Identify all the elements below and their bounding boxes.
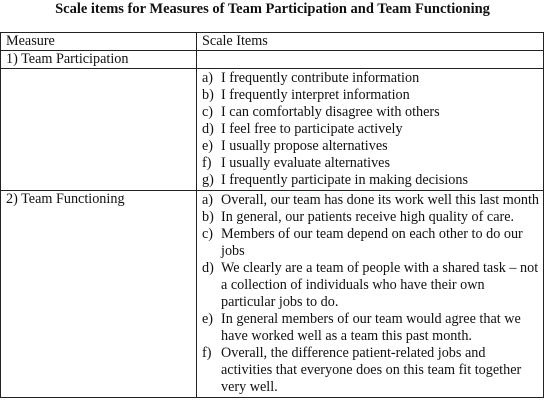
item-letter: a)	[202, 70, 214, 86]
item-letter: d)	[202, 121, 214, 137]
list-item	[202, 155, 539, 172]
list-item	[202, 70, 539, 87]
participation-measure-blank	[1, 69, 197, 191]
item-letter: a)	[202, 192, 214, 208]
functioning-row	[1, 191, 544, 398]
list-item	[202, 104, 539, 121]
list-item	[202, 138, 539, 155]
item-text: I usually evaluate alternatives	[221, 155, 390, 171]
item-letter: d)	[202, 260, 214, 276]
item-text: I frequently interpret information	[221, 87, 410, 103]
item-text: I feel free to participate actively	[221, 121, 403, 137]
list-item	[202, 345, 539, 396]
list-item	[202, 87, 539, 104]
item-text: I frequently contribute information	[221, 70, 420, 86]
item-letter: f)	[202, 155, 212, 171]
item-letter: b)	[202, 209, 214, 225]
list-item	[202, 121, 539, 138]
item-text: I can comfortably disagree with others	[221, 104, 440, 120]
participation-items-row	[1, 69, 544, 191]
item-text: I frequently participate in making decisions	[221, 172, 469, 188]
list-item	[202, 172, 539, 189]
scale-items-table	[0, 32, 544, 398]
participation-title-blank	[197, 51, 544, 69]
item-letter: c)	[202, 226, 214, 242]
list-item	[202, 311, 539, 345]
list-item	[202, 209, 539, 226]
list-item	[202, 260, 539, 311]
header-scale-items: Scale Items	[197, 33, 544, 51]
item-letter: f)	[202, 345, 212, 361]
item-letter: e)	[202, 311, 214, 327]
table-title: Scale items for Measures of Team Participation and Team Functioning	[55, 1, 490, 17]
item-text: We clearly are a team of people with a shared task – not a collection of individuals who have their own particular jobs to do.	[221, 260, 539, 310]
list-item	[202, 226, 539, 260]
header-measure: Measure	[1, 33, 197, 51]
participation-items-cell	[197, 69, 544, 191]
participation-title-row	[1, 51, 544, 69]
item-letter: e)	[202, 138, 214, 154]
measure-team-participation: 1) Team Participation	[1, 51, 197, 69]
list-item	[202, 192, 539, 209]
item-text: Overall, the difference patient-related jobs and activities that everyone does on this team fit together very well.	[221, 345, 522, 395]
item-text: I usually propose alternatives	[221, 138, 388, 154]
item-text: In general, our patients receive high quality of care.	[221, 209, 515, 225]
item-text: Overall, our team has done its work well this last month	[221, 192, 539, 208]
header-row	[1, 33, 544, 51]
participation-item-list	[202, 69, 543, 190]
functioning-item-list	[202, 191, 543, 397]
item-letter: g)	[202, 172, 214, 188]
measure-team-functioning: 2) Team Functioning	[1, 191, 197, 398]
item-letter: b)	[202, 87, 214, 103]
functioning-items-cell	[197, 191, 544, 398]
item-text: Members of our team depend on each other to do our jobs	[221, 226, 523, 259]
item-text: In general members of our team would agree that we have worked well as a team this past month.	[221, 311, 521, 344]
item-letter: c)	[202, 104, 214, 120]
